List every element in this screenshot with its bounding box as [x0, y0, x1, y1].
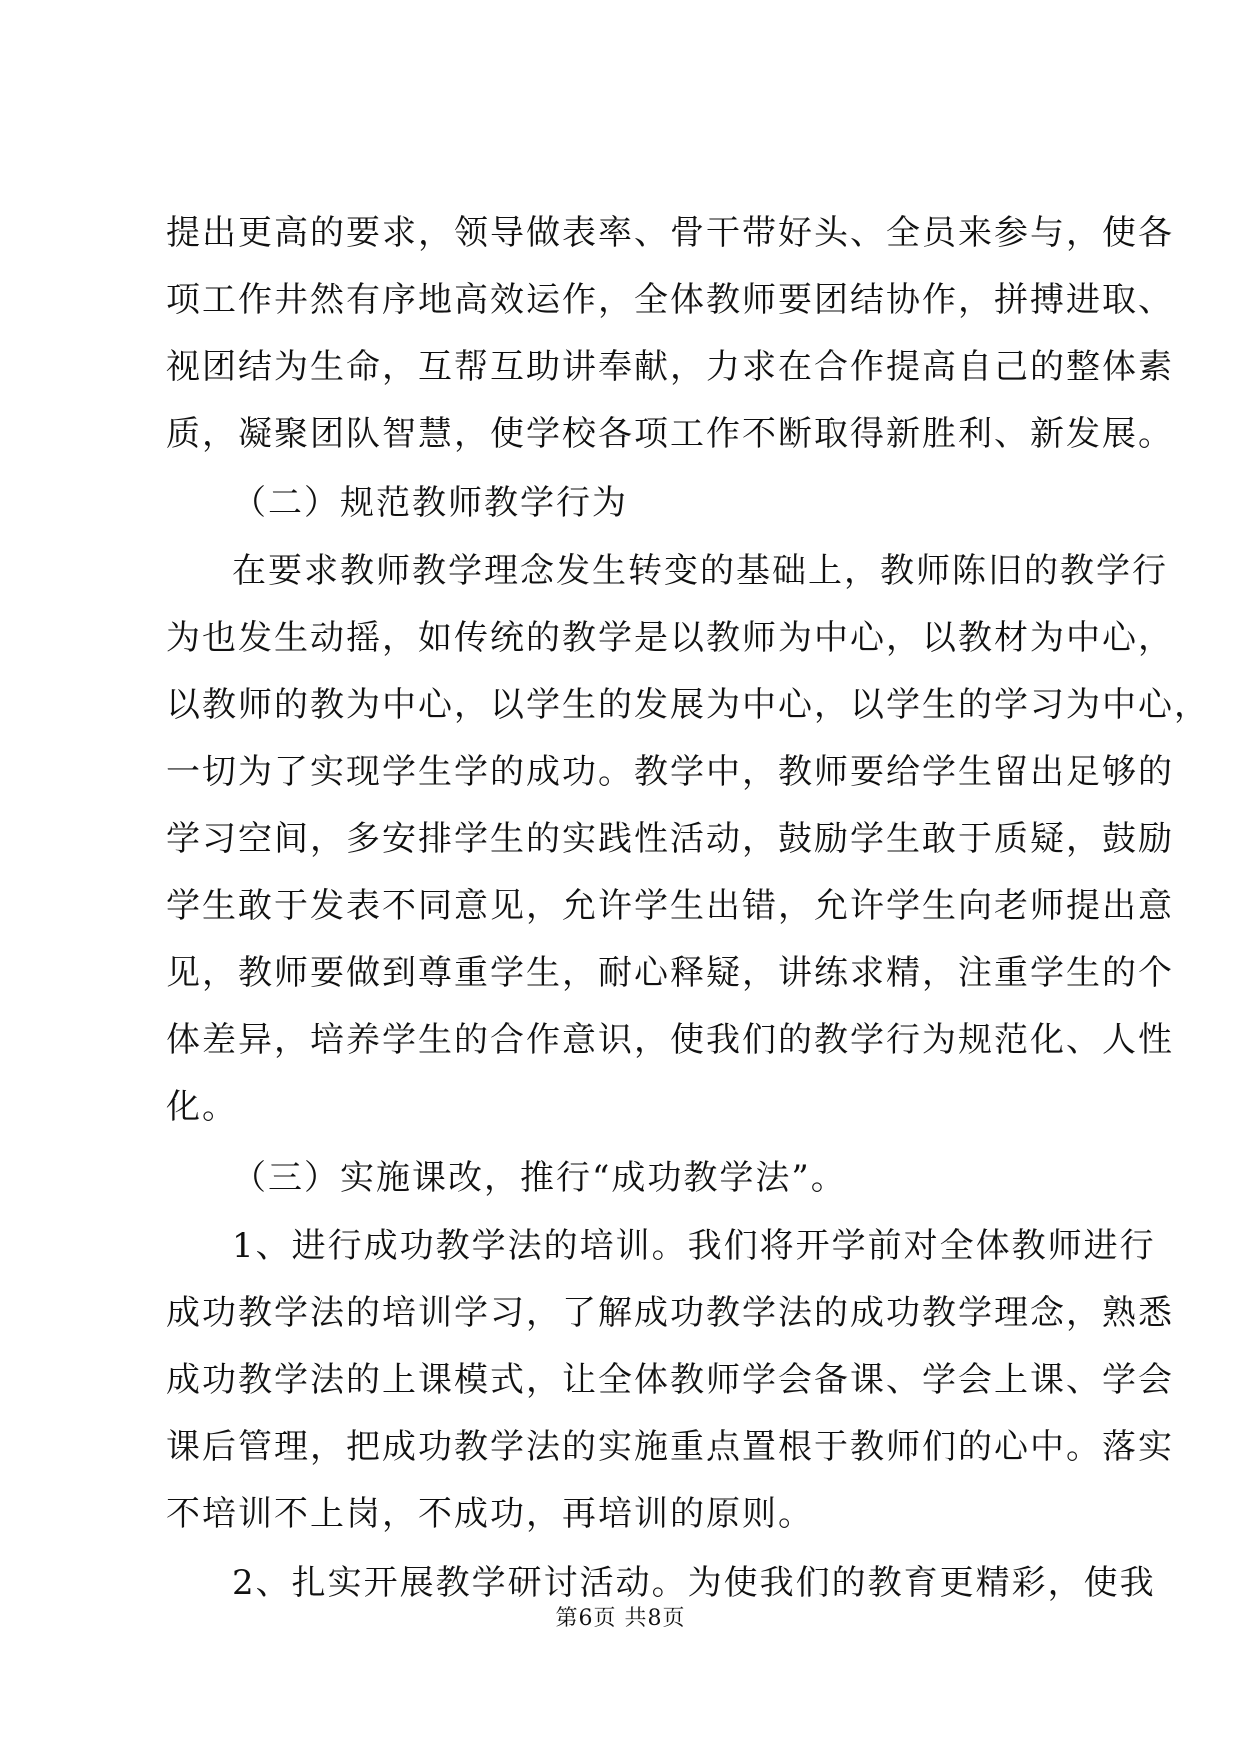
text-line: 学生敢于发表不同意见，允许学生出错，允许学生向老师提出意 — [166, 886, 1174, 926]
text-line: 成功教学法的培训学习，了解成功教学法的成功教学理念，熟悉 — [166, 1293, 1174, 1333]
text-line: 成功教学法的上课模式，让全体教师学会备课、学会上课、学会 — [166, 1360, 1174, 1400]
page-footer: 第6页 共8页 — [555, 1606, 686, 1631]
text-line: 见，教师要做到尊重学生，耐心释疑，讲练求精，注重学生的个 — [166, 953, 1174, 993]
text-line: 质，凝聚团队智慧，使学校各项工作不断取得新胜利、新发展。 — [166, 414, 1174, 454]
text-line: 1、进行成功教学法的培训。我们将开学前对全体教师进行 — [232, 1226, 1156, 1266]
text-line: 2、扎实开展教学研讨活动。为使我们的教育更精彩，使我 — [232, 1563, 1156, 1603]
text-line: 体差异，培养学生的合作意识，使我们的教学行为规范化、人性 — [166, 1020, 1174, 1060]
text-line: 化。 — [166, 1087, 238, 1127]
section-heading: （三）实施课改，推行“成功教学法”。 — [232, 1158, 847, 1198]
text-line: 视团结为生命，互帮互助讲奉献，力求在合作提高自己的整体素 — [166, 347, 1174, 387]
text-line: 项工作井然有序地高效运作，全体教师要团结协作，拼搏进取、 — [166, 280, 1174, 320]
section-heading: （二）规范教师教学行为 — [232, 483, 628, 523]
text-line: 一切为了实现学生学的成功。教学中，教师要给学生留出足够的 — [166, 752, 1174, 792]
text-line: 在要求教师教学理念发生转变的基础上，教师陈旧的教学行 — [232, 551, 1168, 591]
text-line: 为也发生动摇，如传统的教学是以教师为中心，以教材为中心， — [166, 618, 1174, 658]
text-line: 提出更高的要求，领导做表率、骨干带好头、全员来参与，使各 — [166, 213, 1174, 253]
text-line: 不培训不上岗，不成功，再培训的原则。 — [166, 1494, 814, 1534]
text-line: 学习空间，多安排学生的实践性活动，鼓励学生敢于质疑，鼓励 — [166, 819, 1174, 859]
text-line: 课后管理，把成功教学法的实施重点置根于教师们的心中。落实 — [166, 1427, 1174, 1467]
text-line: 以教师的教为中心，以学生的发展为中心，以学生的学习为中心， — [166, 685, 1210, 725]
